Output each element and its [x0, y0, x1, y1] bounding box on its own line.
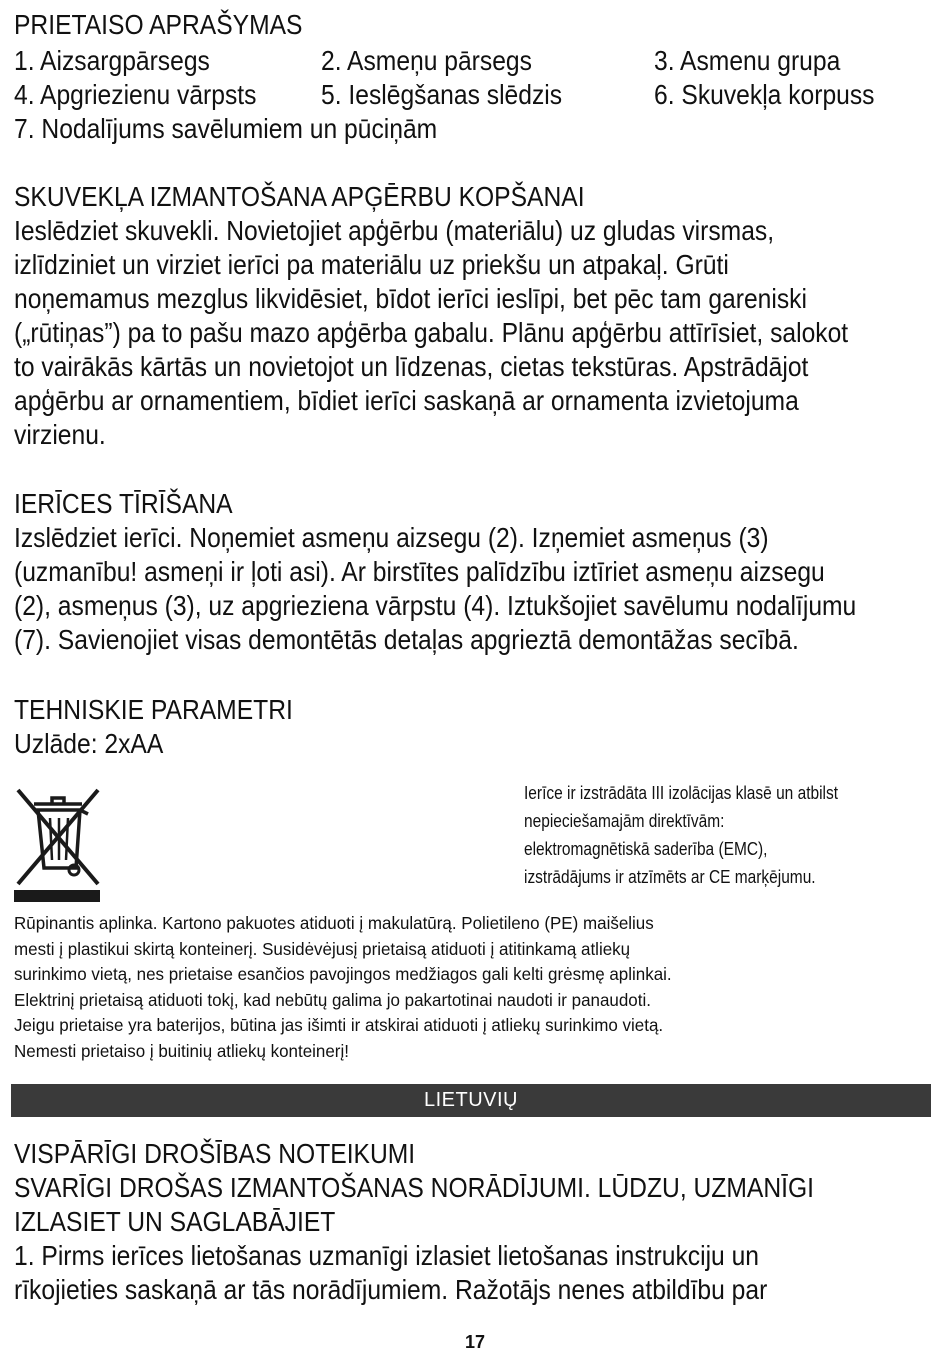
cleaning-line: (uzmanību! asmeņi ir ļoti asi). Ar birstītes palīdzību iztīriet asmeņu aizsegu	[14, 556, 825, 587]
cleaning-section	[14, 487, 950, 657]
cleaning-title: IERĪCES TĪRĪŠANA	[14, 488, 233, 519]
environment-line: Elektrinį prietaisą atiduoti tokį, kad nebūtų galima jo pakartotinai naudoti ir panaudoti.	[14, 989, 651, 1010]
cleaning-line: (2), asmeņus (3), uz apgrieziena vārpstu (4). Iztukšojiet savēlumu nodalījumu	[14, 590, 857, 621]
part-item: 3. Asmenu grupa	[654, 45, 841, 76]
part-item: 7. Nodalījums savēlumiem un pūciņām	[14, 113, 438, 144]
part-item: 4. Apgriezienu vārpsts	[14, 79, 257, 110]
part-item: 2. Asmeņu pārsegs	[321, 45, 532, 76]
ce-line: nepieciešamajām direktīvām:	[524, 811, 725, 831]
description-section	[14, 8, 342, 42]
parts-list	[14, 44, 950, 146]
parts-row	[14, 44, 950, 78]
specs-title: TEHNISKIE PARAMETRI	[14, 694, 293, 725]
ce-line: elektromagnētiskā saderība (EMC),	[524, 839, 768, 859]
usage-line: to vairākās kārtās un novietojot un līdzenas, cietas tekstūras. Apstrādājot	[14, 351, 809, 382]
environment-line: Rūpinantis aplinka. Kartono pakuotes atiduoti į makulatūrą. Polietileno (PE) maišelius	[14, 913, 654, 933]
safety-line: rīkojieties saskaņā ar tās norādījumiem. Ražotājs nenes atbildību par	[14, 1274, 768, 1305]
cleaning-line: (7). Savienojiet visas demontētās detaļas apgrieztā demontāžas secībā.	[14, 624, 799, 655]
safety-section	[14, 1137, 923, 1307]
parts-row	[14, 78, 950, 112]
usage-line: virzienu.	[14, 419, 106, 450]
part-item: 1. Aizsargpārsegs	[14, 45, 210, 76]
safety-subtitle-line: SVARĪGI DROŠAS IZMANTOŠANAS NORĀDĪJUMI. LŪDZU, UZMANĪGI	[14, 1172, 814, 1203]
ce-line: Ierīce ir izstrādāta III izolācijas klasē un atbilst	[524, 783, 839, 803]
environment-line: surinkimo vietą, nes prietaise esančios pavojingos medžiagos gali kelti grėsmę aplinkai.	[14, 964, 672, 984]
environment-line: mesti į plastikui skirtą konteinerį. Susidėvėjusį prietaisą atiduoti į atitinkamą atliekų	[14, 938, 631, 959]
usage-title: SKUVEKĻA IZMANTOŠANA APĢĒRBU KOPŠANAI	[14, 181, 585, 212]
usage-line: noņemamus mezglus likvidēsiet, bīdot ierīci ieslīpi, bet pēc tam gareniski	[14, 283, 807, 314]
language-band: LIETUVIŲ	[11, 1084, 931, 1117]
usage-line: Ieslēdziet skuvekli. Novietojiet apģērbu (materiālu) uz gludas virsmas,	[14, 215, 775, 246]
environment-section	[14, 911, 692, 1064]
usage-section	[14, 180, 950, 452]
parts-row	[14, 112, 950, 146]
safety-title: VISPĀRĪGI DROŠĪBAS NOTEIKUMI	[14, 1138, 416, 1169]
safety-line: 1. Pirms ierīces lietošanas uzmanīgi izlasiet lietošanas instrukciju un	[14, 1240, 760, 1271]
crossed-out-wheelie-bin-icon	[14, 786, 102, 904]
usage-line: apģērbu ar ornamentiem, bīdiet ierīci saskaņā ar ornamenta izvietojuma	[14, 385, 799, 416]
environment-line: Jeigu prietaise yra baterijos, būtina jas išimti ir atskirai atiduoti į atliekų surinkimo vietą.	[14, 1015, 664, 1035]
description-title: PRIETAISO APRAŠYMAS	[14, 9, 303, 40]
specs-charge: Uzlāde: 2xAA	[14, 728, 164, 759]
specs-section	[14, 693, 331, 761]
environment-line: Nemesti prietaiso į buitinių atliekų konteinerį!	[14, 1040, 349, 1061]
ce-line: izstrādājums ir atzīmēts ar CE marķējumu.	[524, 867, 816, 887]
part-item: 6. Skuvekļa korpuss	[654, 79, 875, 110]
cleaning-line: Izslēdziet ierīci. Noņemiet asmeņu aizsegu (2). Izņemiet asmeņus (3)	[14, 522, 769, 553]
page-number: 17	[464, 1332, 486, 1352]
part-item: 5. Ieslēgšanas slēdzis	[321, 79, 563, 110]
usage-line: („rūtiņas”) pa to pašu mazo apģērba gabalu. Plānu apģērbu attīrīsiet, salokot	[14, 317, 849, 348]
usage-line: izlīdziniet un virziet ierīci pa materiālu uz priekšu un atpakaļ. Grūti	[14, 249, 729, 280]
safety-subtitle-line: IZLASIET UN SAGLABĀJIET	[14, 1206, 336, 1237]
ce-note	[524, 779, 838, 891]
